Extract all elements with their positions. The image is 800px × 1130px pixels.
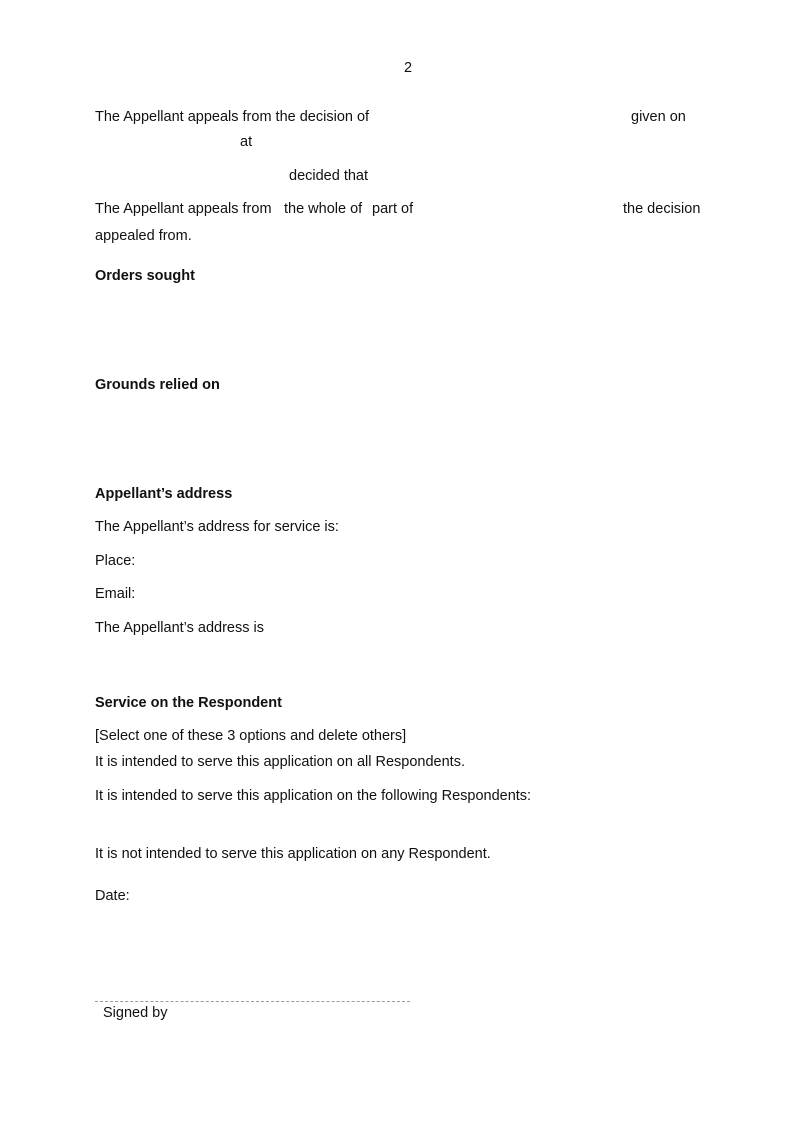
extent-prefix: The Appellant appeals from: [95, 201, 272, 217]
service-option-none: It is not intended to serve this application on any Respondent.: [95, 846, 491, 862]
signed-by-label: Signed by: [103, 1005, 168, 1021]
grounds-relied-heading: Grounds relied on: [95, 377, 220, 393]
page-number: 2: [404, 60, 413, 76]
address-for-service-line: The Appellant’s address for service is:: [95, 519, 339, 535]
decision-decided-that: decided that: [289, 168, 369, 184]
decision-at: at: [240, 134, 253, 150]
decision-given-on: given on: [631, 109, 686, 125]
appellant-address-heading: Appellant’s address: [95, 486, 233, 502]
place-label: Place:: [95, 553, 136, 569]
service-on-respondent-heading: Service on the Respondent: [95, 695, 282, 711]
extent-option-whole: the whole of: [284, 201, 363, 217]
extent-suffix: the decision: [623, 201, 701, 217]
extent-option-part: part of: [372, 201, 414, 217]
signature-line: [95, 1001, 410, 1002]
email-label: Email:: [95, 586, 136, 602]
service-option-following: It is intended to serve this application on the following Respondents:: [95, 788, 532, 804]
decision-line-prefix: The Appellant appeals from the decision of: [95, 109, 370, 125]
appellant-address-line: The Appellant’s address is: [95, 620, 265, 636]
service-option-all: It is intended to serve this application on all Respondents.: [95, 754, 465, 770]
orders-sought-heading: Orders sought: [95, 268, 195, 284]
date-label: Date:: [95, 888, 130, 904]
extent-line2: appealed from.: [95, 228, 192, 244]
service-instruction: [Select one of these 3 options and delete others]: [95, 728, 407, 744]
